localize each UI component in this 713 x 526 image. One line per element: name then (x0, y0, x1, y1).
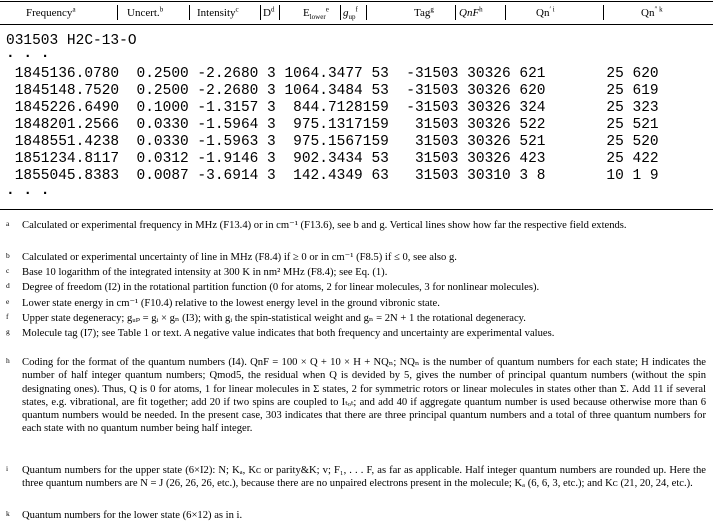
table-bottom-rule (0, 209, 713, 210)
table-row: 1845148.7520 0.2500 -2.2680 3 1064.3484 53 -31503 30326 620 25 619 (6, 83, 659, 99)
table-row: 1845136.0780 0.2500 -2.2680 3 1064.3477 53 -31503 30326 621 25 620 (6, 66, 659, 82)
footnote-c: c Base 10 logarithm of the integrated intensity at 300 K in nm² MHz (F8.4); see Eq. (1). (6, 266, 388, 278)
table-row: 1848551.4238 0.0330 -1.5963 3 975.1567159 31503 30326 521 25 520 (6, 134, 659, 150)
column-divider (603, 5, 604, 20)
footnote-f: f Upper state degeneracy; gᵤₚ = gᵢ × gₙ (I3); with gᵢ the spin-statistical weight and gₙ = 2N + 1 the rotational degeneracy. (6, 312, 526, 324)
header-uncertainty: Uncert.$^b$ (127, 5, 164, 19)
header-qnf: QnF$^h$ (459, 5, 483, 19)
footnote-d: d Degree of freedom (I2) in the rotational partition function (0 for atoms, 2 for linear molecules, 3 for nonlinear molecules). (6, 281, 540, 293)
table-header-rule (0, 24, 713, 25)
column-divider (366, 5, 367, 20)
column-divider (189, 5, 190, 20)
table-row: 1848201.2566 0.0330 -1.5964 3 975.1317159 31503 30326 522 25 521 (6, 117, 659, 133)
footnote-k: k Quantum numbers for the lower state (6×12) as in i. (6, 509, 243, 521)
header-elower: $E_{lower}^e$ (303, 5, 329, 22)
catalog-title-line: 031503 H2C-13-O (6, 33, 137, 49)
footnote-g: g Molecule tag (I7); see Table 1 or text. A negative value indicates that both frequency and uncertainty are experimental values. (6, 327, 555, 339)
header-gup: $g_{up}^f$ (343, 5, 358, 22)
table-row: 1851234.8117 0.0312 -1.9146 3 902.3434 53 31503 30326 423 25 422 (6, 151, 659, 167)
footnote-i: i Quantum numbers for the upper state (6×I2): N; Kₐ, Kᴄ or parity&K; v; F₁, . . . F, as far as applicable. Half integer quantum numbers are rounded up. Here the three quantum numbers are N = J (26, 26, 26, etc.), because there are no unpaired electrons present in the molecule; Kₐ (6, 6, 3, etc.); and Kᴄ (21, 20, 24, etc.). (6, 464, 706, 490)
header-degree: $D^d$ (263, 5, 275, 19)
column-divider (260, 5, 261, 20)
footnote-a: a Calculated or experimental frequency in MHz (F13.4) or in cm⁻¹ (F13.6), see b and g. Vertical lines show how far the respective field extends. (6, 219, 627, 231)
header-frequency: Frequency$^a$ (26, 5, 76, 19)
table-row: 1855045.8383 0.0087 -3.6914 3 142.4349 63 31503 30310 3 8 10 1 9 (6, 168, 659, 184)
ellipsis-bottom: . . . (6, 183, 50, 199)
table-row: 1845226.6490 0.1000 -1.3157 3 844.7128159 -31503 30326 324 25 323 (6, 100, 659, 116)
column-divider (455, 5, 456, 20)
footnote-b: b Calculated or experimental uncertainty of line in MHz (F8.4) if ≥ 0 or in cm⁻¹ (F8.5) if ≤ 0, see also g. (6, 251, 457, 263)
header-qn-lower: $Qn^{'' k}$ (641, 5, 663, 19)
header-tag: Tag$^g$ (414, 5, 434, 19)
column-divider (117, 5, 118, 20)
column-divider (505, 5, 506, 20)
column-divider (340, 5, 341, 20)
header-qn-upper: $Qn^{' i}$ (536, 5, 555, 19)
column-divider (279, 5, 280, 20)
ellipsis-top: . . . (6, 46, 50, 62)
footnote-h: h Coding for the format of the quantum numbers (I4). QnF = 100 × Q + 10 × H + NQₙ; NQₙ is the number of quantum numbers for each state; H indicates the number of half integer quantum numbers; Qmod5, the residual when Q is devided by 5, gives the number of principal quantum numbers (without the spin designating ones). Thus, Q is 0 for atoms, 1 for linear molecules in Σ states, 2 for symmetric rotors or linear molecules in states other than Σ. Add 11 if several states, e.g. vibrational, are fit together; add 20 if two spins are coupled to Iₜₒₜ; and add 40 if aggregate quantum number is used because otherwise more than 6 quantum numbers would be needed. In the present case, 303 indicates that there are three principal quantum numbers and a total of three quantum numbers for each state with no quantum number being half integer. (6, 356, 706, 435)
footnote-e: e Lower state energy in cm⁻¹ (F10.4) relative to the lowest energy level in the ground vibronic state. (6, 297, 440, 309)
header-intensity: Intensity$^c$ (197, 5, 239, 19)
table-top-rule (0, 1, 713, 2)
